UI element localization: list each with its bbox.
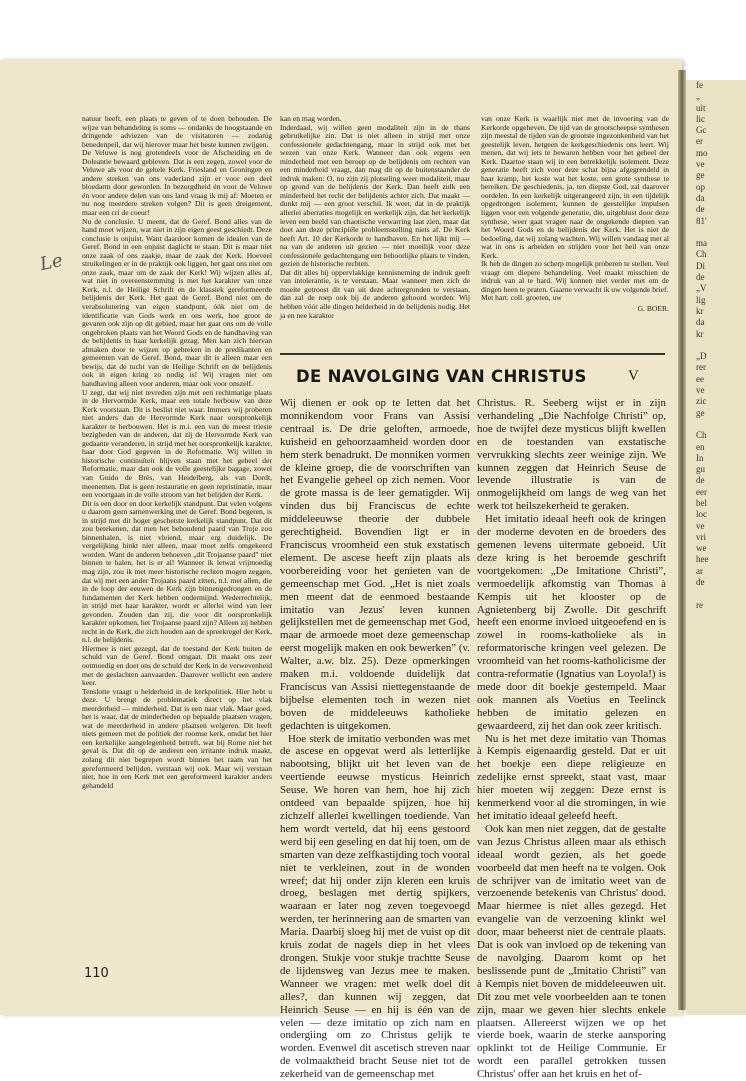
next-page-fragment: en [696, 441, 705, 452]
next-page-fragment: ma [696, 238, 707, 249]
next-page-fragment: de [696, 204, 705, 215]
next-page-edge [686, 80, 746, 1015]
paragraph: natuur heeft, een plaats te geven of te doen behouden. De wijze van behandeling is soms — ondanks de hoogstaande en dringende adviezen van de visitatoren — zodanig benedenpeil, dat wij hierover maar het beste kunnen zwijgen. [82, 114, 272, 149]
magazine-page [0, 60, 682, 1081]
next-page-fragment: fe [696, 80, 703, 90]
paragraph: Christus. R. Seeberg wijst er in zijn verhandeling „Die Nachfolge Christi” op, hoe de twijfel deze mysticus blijft kwellen en de toestanden van exstatische vervrukking slechts zeer weinige zijn. We kunnen zeggen dat Heinrich Seuse de levende illustratie is van de onmogelijkheid om langs de weg van het werk tot heilszekerheid te geraken. [477, 397, 666, 513]
next-page-fragment: Ch [696, 249, 707, 260]
article-part-number: V [628, 368, 639, 384]
paragraph: Hoe sterk de imitatio verbonden was met de ascese en opgevat werd als letterlijke nabootsing, blijkt uit het leven van de veertiende eeuwse mysticus Heinrich Seuse. We horen van hem, hoe hij zich ontdeed van bepaalde spijzen, hoe hij zichzelf allerlei kwellingen toediende. Van hem wordt verteld, dat hij eens gestoord werd bij een geseling en dat hij toen, om de smarten van deze zelfkastijding toch vooral niet te verkleinen, zout in de wonden wreef; dat hij onder zijn kleren een kruis droeg, beslagen met dertig spijkers, waaraan er later nog zeven toegevoegd werden, ter herinnering aan de smarten van Maria. Daarbij sloeg hij met de vuist op dit kruis zodat de nagels diep in het vlees drongen. Stukje voor stukje trachtte Seuse de lijdensweg van Jezus mee te maken. Wanneer we vragen: met welk doel dit alles?, dan kunnen wij zeggen, dat Heinrich Seuse — en hij is één van de velen — deze imitatio op zich nam en ondergiing om zo Christus gelijk te worden. Evenwel dit ascetisch streven naar de volmaaktheid bracht Seuse niet tot de zekerheid van de gemeenschap met [280, 732, 470, 1081]
paragraph: Wij dienen er ook op te letten dat het monnikendom voor Frans van Assisi centraal is. De drie geloften, armoede, kuisheid en gehoorzaamheid worden door hem sterk benadrukt. De monniken vormen de kleine groep, die de voorschriften van het Evangelie geheel op zich nemen. Voor de grote massa is de leer gematigder. Wij vinden dus bij Franciscus de echte middeleeuwse theorie der dubbele gerechtigheid. Bovendien ligt er in Franciscus vroomheid een stuk exstatisch element. De ascese heeft zijn plaats als voorbereiding voor het genieten van de gemeenschap met God. „Het is niet zoals men meent dat de eenmoed bestaande imitatio van Jezus' leven kunnen gelijkstellen met de gemeenschap met God, maar de armoede moet deze gemeenschap eerst mogelijk maken en ook bewerken” (v. Walter, a.w. blz. 25). Deze opmerkingen maken m.i. voldoende duidelijk dat Franciscus van Assisi niettegenstaande de bijbelse elementen toch in wezen niet boven de middeleeuws katholieke gedachten is uitgekomen. [280, 397, 470, 732]
next-page-fragment: Gc [696, 125, 707, 136]
paragraph: De Veluwe is nog grotendeels voor de Afscheiding en de Doleantie bewaard gebleven. Dat is een zegen, zowel voor de Veluwe als voor de gehele Kerk. Friesland en Groningen en andere streken van ons vaderland zijn er voor een deel bloedarm door geworden. In bezorgdheid én voor de Veluwe én voor andere delen van ons land vraag ik mij af: Moeten er nu nog meerdere streken volgen? Dit is geen dreigement, maar een cri de coeur! [82, 148, 272, 218]
next-page-fragment: ar [696, 565, 703, 576]
paragraph: Het imitatio ideaal heeft ook de kringen der moderne devoten en de broeders des gemenen levens uitermate geboeid. Uit deze kring is het beroemde geschrift voortgekomen: „De Imitatione Christi”, vermoedelijk afkomstig van Thomas à Kempis uit het klooster op de Agnietenberg bij Zwolle. Dit geschrift heeft een enorme invloed uitgeoefend en is zowel in rooms-katholieke als in reformatorische kringen veel gelezen. De vroomheid van het rooms-katholicisme der contra-reformatie (Ignatius van Loyola!) is mede door dit boekje gestempeld. Maar ook mannen als Voetius en Teelinck hebben de imitatio gelezen en gewaardeerd, zij het dan ook zeer kritisch. [477, 513, 666, 732]
next-page-fragment: hee [696, 554, 709, 565]
letter-column-3 [481, 115, 669, 347]
next-page-fragment: de [696, 272, 705, 283]
next-page-fragment: gu [696, 464, 705, 475]
next-page-fragment: de [696, 577, 705, 588]
next-page-fragment: Ch [696, 430, 707, 441]
next-page-fragment: rer [696, 362, 706, 373]
signature-greeting: Met hart. coll. groeten, uw [481, 293, 562, 303]
section-divider [280, 353, 665, 355]
article-column-2 [477, 397, 666, 1081]
article-column-1 [280, 397, 470, 1081]
next-page-fragment: kr [696, 328, 704, 339]
next-page-fragment: kr [696, 305, 704, 316]
paragraph: kan en mag worden. [280, 114, 342, 123]
paragraph: Dit is een door en door kerkelijk standpunt. Dat velen volgens u daarom geen samenwerking met de Geref. Bond begeren, is in strijd met dit hoger geschetste kerkelijk standpunt. Dat dit zou betekenen, dat men het behoudend paard van Troje zou binnenhalen, is niet vleiend, maar erg duidelijk. De vergelijking hinkt niet alleen, maar moet zelfs omgekeerd worden. Want de anderen behoeven „dit Trojaanse paard” niet binnen te halen, het is er al! Wanneer ik letwat vrijmoedig mag zijn, zou ik met meer historische rechten mogen zeggen, dat wij met een ander Trojaans paard zitten, n.l. met allen, die in de loop der eeuwen de Kerk zijn binnengedrongen en de fundamenten der Kerk hebben ondermijnd. Wederrechtelijk, in strijd met haar karakter, wordt er allerlei wind van leer gevonden. Zouden dan zij, die voor dit oorspronkelijk karakter opkomen, het Trojaanse paard zijn? Alleen zij hebben recht in de Kerk, die zich houden aan de spreekregel der Kerk, n.l. de belijdenis. [82, 498, 272, 645]
next-page-fragment: bel [696, 497, 707, 508]
letter-column-2 [280, 115, 470, 347]
paragraph: Nu is het met deze imitatio van Thomas à Kempis eigenaardig gesteld. Dat er uit het boekje een diepe religieuze en zedelijke ernst spreekt, staat vast, maar hier moeten wij zeggen: Deze ernst is kenmerkend voor al die stromingen, in wie het imitatio ideaal geleefd heeft. [477, 732, 666, 822]
next-page-fragment: In [696, 452, 704, 463]
next-page-fragment: ve [696, 520, 705, 531]
next-page-fragment: op [696, 181, 705, 192]
next-page-fragment: lic [696, 113, 705, 124]
paragraph: van onze Kerk is waarlijk niet met de invoering van de Kerkorde opgeheven. De tijd van de grootscheepse synthesen zijn meestal de tijden van de grootste ingezonkenheid van het geestelijk leven, hetgeen de kerkgeschiedenis ons leert. Wij menen, dat wij iets te bewaren hebben voor het geheel der Kerk. Daartoe staan wij in een betrekkelijk isolement. Deze generatie heeft zich voor deze schat bijna afgegrendeld in haar kramp, het koste wat het koste, een grote synthese te bereiken. De geschiedenis, ja, ten diepste God, zal daarover oordelen. In een kerkelijk uitgerangeerd zijn, in een tijdelijk opgedrongen isolement, kunnen de geestelijke impulsen liggen voor een volgende generatie, die, uitgeblust door deze synthese, weer gaat vragen naar de ongekende diepten van het Woord Gods en de belijdenis der Kerk. Het is niet de bedoeling, dat wij zolang wachten. Wij willen vandaag met al wat in ons is arbeiden en strijden voor het heil van onze Kerk. [481, 114, 669, 260]
paragraph: U zegt, dat wij niet tevreden zijn met een rechtmatige plaats in de Hervormde Kerk, maar een totale herbouw van deze Kerk voorstaan. Dit is beslist niet waar. Immers wij proberen niet anders dan de Hervormde Kerk naar oorspronkelijk karakter te herbouwen. Het is m.i. een van de meest trieste bezigheden van de anderen, dat zij de Hervormde Kerk van gedaante veranderen, in strijd met het oorspronkelijk karakter, haar door God gegeven in de Reformatie. Wij willen in historische continuïteit blijven staan met het geheel der Reformatie, maar dan ook de volle geestelijke bagage, zowel van Guido de Brès, van Heidelberg, als van Dordt, meenemen. Dat is geen restauratie en geen repristinatie, maar een voortgaan in de volle stroom van het belijden der Kerk. [82, 387, 272, 500]
signature-name: G. BOER. [637, 304, 669, 314]
next-page-fragment: „D [696, 351, 707, 362]
next-page-fragment: vri [696, 531, 706, 542]
next-page-fragment [696, 588, 746, 599]
next-page-fragment: „ [696, 91, 700, 102]
next-page-fragment: da [696, 192, 705, 203]
next-page-fragment: eer [696, 486, 707, 497]
next-page-fragment: ge [696, 170, 705, 181]
next-page-fragment: mo [696, 147, 708, 158]
next-page-fragment: da [696, 317, 705, 328]
next-page-text-fragments [686, 80, 746, 611]
next-page-fragment: Di [696, 260, 705, 271]
next-page-fragment: er [696, 136, 703, 147]
next-page-fragment: lig [696, 294, 706, 305]
paragraph: Inderdaad, wij willen geen modaliteit zijn in de thans gebruikelijke zin. Dat is niet alleen in strijd met onze confessionele gedachtengang, maar in strijd ook met het wezen van onze Kerk. Wanneer dan ook ergens een minderheid met een beroep op de belijdenis om rechten van een minderheid vraagt, dan mag dit op de buitenstaander de indruk maken: O, nu zijn zij plotseling weer modaliteit, maar op grond van de belijdenis der Kerk. Dan heeft zulk een minderheid het recht der belijdenis achter zich. Dat maakt — dunkt mij — een groot verschil. Ik weet, dat in de praktijk allerlei aberraties mogelijk en werkelijk zijn, dat het kerkelijk leven een beeld van chaotische verwarring laat zien, maar dat doet aan deze principiële probleemstelling niets af. De Kerk heeft Art. 10 der Kerkorde te handhaven. En het lijkt mij — na van de anderen uit gezien — niet moeilijk voor deze confessionele gedachtengang een behoorlijke plaats te vinden, gezien de historische rechten. [280, 122, 470, 269]
next-page-fragment: ve [696, 159, 705, 170]
article-title: DE NAVOLGING VAN CHRISTUS [296, 367, 587, 386]
next-page-fragment: de [696, 475, 705, 486]
page-number: 110 [84, 966, 109, 981]
next-page-fragment: 81' [696, 215, 707, 226]
next-page-fragment [696, 340, 746, 351]
next-page-fragment: ve [696, 385, 705, 396]
paragraph: Nu de conclusie. U meent, dat de Geref. Bond alles van de hand moet wijzen, wat niet in zijn eigen geest geschiedt. Deze conclusie is onjuist. Want daardoor komen de idealen van de Geref. Bond in een onjuist daglicht te staan. Dit is maar niet onze zaak of ons zaakje, maar de zaak der Kerk. Hoeveel struikelingen er in de praktijk ook liggen, het gaat ons niet om onze zaak, maar om de zaak der Kerk! Wij wijzen alles af, wat niet in overeenstemming is met het karakter van onze Kerk, n.l. de Heilige Schrift en de klassiek gereformeerde belijdenis der Kerk. Het gaat de Geref. Bond niet om de verabsolutering van eigen standpunt, óók niet om de identificatie van Gods werk en ons werk, hoe groot de gevaren ook zijn op dit gebied, maar het gaat ons om de volle ongebroken plaats van het Woord Gods en de handhaving van de belijdenis in haar kerkelijk gezag. Men kan zich hiervan afmaken door te wijzen op gebreken in de predikanten en gemeenten van de Geref. Bond, maar dit is alleen maar een bewijs, dat de tucht van de Heilige Schrift en de belijdenis ook in eigen kring zo nodig is! Wij vragen niet om handhaving alleen voor anderen, maar ook voor onszelf. [82, 216, 272, 388]
paragraph: Tenslotte vraagt u helderheid in de kerkpolitiek. Hier hebt u deze. U brengt de problematiek direct op het vlak meerderheid — minderheid. Dat is een naar vlak. Maar goed, het is waar, dat de minderheden op bepaalde plaatsen vragen, wat de meerderheid in andere plaatsen welgeren. Dit heeft niets gemeen met de politiek der roomse kerk, omdat het hier een kerkelijke aangelegenheid betreft, wat bij Rome niet het geval is. Dat dit op de anderen een irritante indruk maakt, zolang dit niet begrepen wordt binnen het raam van het gereformeerd belijden, verstaan wij ook. Maar wij verstaan niet, hoe in een Kerk met een gereformeerd karakter anders gehandeld [82, 686, 272, 790]
signature-line [481, 305, 669, 314]
next-page-fragment: „V [696, 283, 707, 294]
next-page-fragment [696, 419, 746, 430]
next-page-fragment: zic [696, 396, 707, 407]
next-page-fragment: we [696, 543, 707, 554]
next-page-fragment: ee [696, 373, 704, 384]
handwritten-margin-note: Le [38, 249, 65, 276]
next-page-fragment: ge [696, 407, 705, 418]
next-page-fragment: loc [696, 509, 707, 520]
paragraph: Ook kan men niet zeggen, dat de gestalte van Jezus Christus alleen maar als ethisch ideaal wordt gezien, als het goede voorbeeld dat men heeft na te volgen. Ook de schrijver van de imitatio weet van de verzoenende betekenis van Christus' dood. Maar hiermee is niet alles gezegd. Het evangelie van de verzoening klinkt wel door, maar beheerst niet de centrale plaats. Dat is ook van invloed op de tekening van de navolging. Daarom komt op het beslissende punt de „Imitatio Christi” van à Kempis niet boven de middeleeuwen uit. Dit zou met vele voorbeelden aan te tonen zijn, maar we geven hier slechts enkele plaatsen. Allereerst wijzen we op het vierde boek, waarin de sterke aansporing opklinkt tot de Heilige Communie. Er wordt een parallel getrokken tussen Christus' offer aan het kruis en het of- [477, 822, 666, 1081]
paragraph: Ik heb de dingen zo scherp mogelijk proberen te stellen. Veel vraagt om diepere behandeling. Veel maakt misschien de indruk van al te hard. Wij konnen niet verder met om de dingen heen te praten. Gaarne verwacht ik uw volgende brief. [481, 259, 669, 294]
book-spine [678, 70, 686, 1010]
paragraph: Hiermee is niet gezegd, dat de toestand der Kerk buiten de schuld van de Geref. Bond omgaat. Dit maakt ons zeer ootmoedig en doet ons de schuld der Kerk in de verwevenheid met de geslachten aanvaarden. Daarover wellicht een andere keer. [82, 643, 272, 688]
paragraph: Dat dit alles bij oppervlakkige kennisneming de indruk geeft van intolerantie, is te verstaan. Maar wanneer men zich de moeite getroost dit van uit deze achtergronden te verstaan, dan zal de roep ook bij de anderen gehoord worden: Wij hebben vóór alle dingen helderheid in de belijdenis nodig. Het ja en nee karakter [280, 267, 470, 320]
next-page-fragment: uit [696, 102, 706, 113]
next-page-fragment: re [696, 599, 703, 610]
letter-column-1 [82, 115, 272, 937]
next-page-fragment [696, 227, 746, 238]
